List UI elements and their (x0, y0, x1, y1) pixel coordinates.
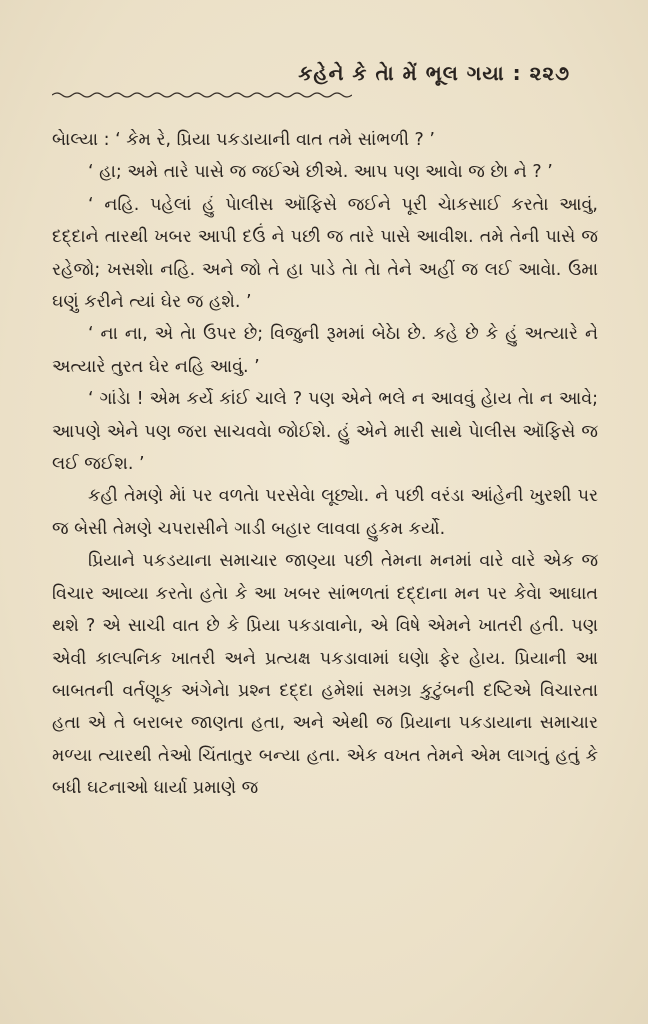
paragraph: ‘ ના ના, એ તેા ઉપર છે; વિજુની રૂમમાં બેઠેા છે. કહે છે કે હું અત્યારે ને અત્યારે તુરત ઘેર નહિ આવું. ’ (52, 324, 598, 377)
paragraph: બેાલ્યા : ‘ કેમ રે, પ્રિયા પકડાયાની વાત તમે સાંભળી ? ’ (52, 130, 435, 150)
paragraph: પ્રિયાને પકડયાના સમાચાર જાણ્યા પછી તેમના મનમાં વારે વારે એક જ વિચાર આવ્યા કરતેા હતેા કે આ ખબર સાંભળતાં દદ્દાના મન પર કેવેા આઘાત થશે ? એ સાચી વાત છે કે પ્રિયા પકડાવાનેા, એ વિષે એમને ખાતરી હતી. પણ એવી કાલ્પનિક ખાતરી અને પ્રત્યક્ષ પકડાવામાં ઘણેા ફેર હેાય. પ્રિયાની આ બાબતની વર્તણૂક અંગેનેા પ્રશ્ન દદ્દા હમેશાં સમગ્ર કુટુંબની દષ્ટિએ વિચારતા હતા એ તે બરાબર જાણતા હતા, અને એથી જ પ્રિયાના પકડાયાના સમાચાર મળ્યા ત્યારથી તેઓ ચિંતાતુર બન્યા હતા. એક વખત તેમને એમ લાગતું હતું કે બધી ઘટનાઓ ધાર્યા પ્રમાણે જ (52, 551, 598, 799)
paragraph: કહી તેમણે મેાં પર વળતેા પરસેવેા લૂછ્યેા. ને પછી વરંડા આંહેની ખુરશી પર જ બેસી તેમણે ચપરાસીને ગાડી બહાર લાવવા હુકમ કર્યો. (52, 486, 598, 539)
paragraph: ‘ હા; અમે તારે પાસે જ જઈએ છીએ. આપ પણ આવેા જ છેા ને ? ’ (88, 162, 553, 183)
running-head: કહેને કે તેા મેં ભૂલ ગયા : ૨૨૭ (298, 61, 570, 85)
paragraph: ‘ ગાંડેા ! એમ કર્યે કાંઈ ચાલે ? પણ એને ભલે ન આવવું હેાય તેા ન આવે; આપણે એને પણ જરા સાચવવેા જોઈશે. હું એને મારી સાથે પેાલીસ ઑફિસે જ લઈ જઈશ. ’ (52, 389, 598, 475)
body-text (52, 124, 598, 805)
ornamental-rule (52, 90, 352, 100)
paragraph: ‘ નહિ. પહેલાં હું પેાલીસ ઑફિસે જઈને પૂરી ચેાકસાઈ કરતેા આવું, દદ્દાને તારથી ખબર આપી દઉં ને પછી જ તારે પાસે આવીશ. તમે તેની પાસે જ રહેજો; ખસશેા નહિ. અને જો તે હા પાડે તેા તેા તેને અહીં જ લઈ આવેા. ઉમા ઘણું કરીને ત્યાં ઘેર જ હશે. ’ (52, 194, 598, 313)
